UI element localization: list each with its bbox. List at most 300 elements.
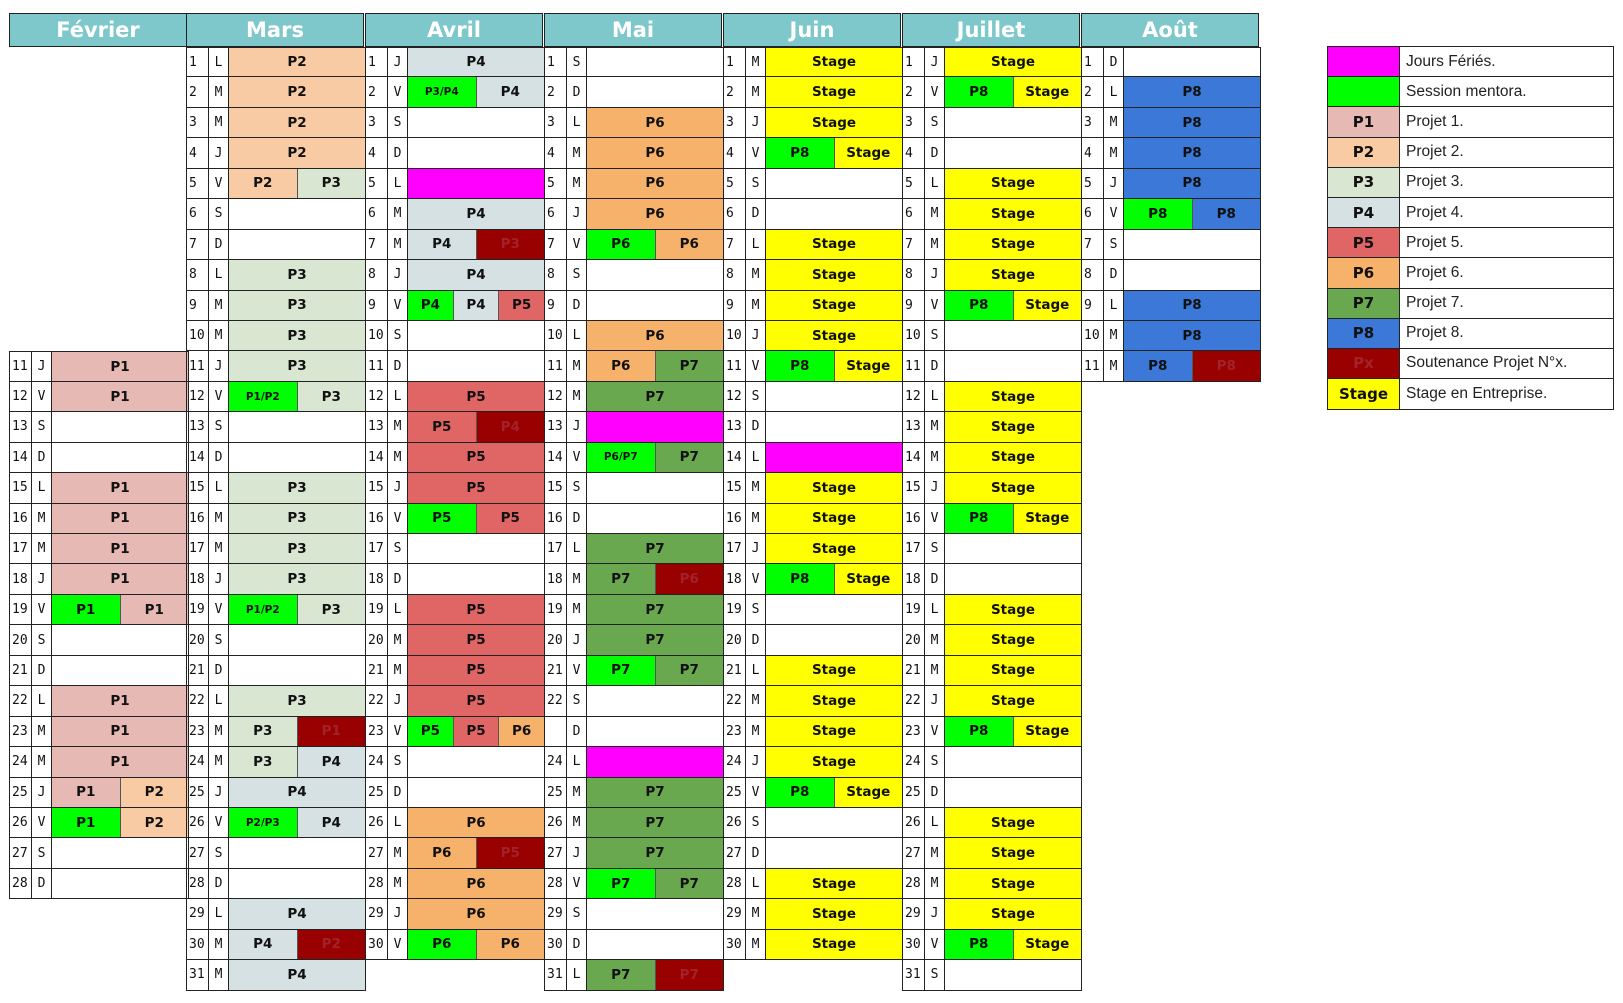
legend-text: Projet 1. (1406, 112, 1464, 130)
day-number: 18 (366, 564, 388, 593)
weekday-letter: S (388, 747, 408, 776)
day-row (903, 199, 1081, 229)
weekday-letter: M (746, 48, 766, 76)
day-number: 1 (545, 48, 567, 76)
activity-stage: Stage (945, 656, 1081, 685)
day-row (545, 412, 723, 442)
weekday-letter: J (746, 108, 766, 137)
day-row (366, 930, 544, 960)
day-row (10, 778, 188, 808)
day-row (366, 899, 544, 929)
day-number: 19 (545, 595, 567, 624)
activity-cells (408, 473, 544, 502)
day-row (545, 77, 723, 107)
activity-cells (587, 199, 723, 228)
day-row (187, 899, 365, 929)
day-row (10, 595, 188, 625)
activity-cells (52, 625, 188, 654)
day-number: 17 (545, 534, 567, 563)
day-row (545, 351, 723, 381)
activity-mentora: P8 (945, 930, 1013, 959)
activity-stage: Stage (945, 838, 1081, 867)
activity-mentora: P5 (408, 504, 476, 533)
activity-p4: P4 (297, 747, 366, 776)
day-number: 27 (724, 838, 746, 867)
activity-p3: P3 (229, 747, 297, 776)
activity-cells (408, 199, 544, 228)
day-row (187, 351, 365, 381)
day-row (1082, 260, 1260, 290)
activity-cells (229, 504, 365, 533)
activity-cells (229, 443, 365, 472)
day-row (10, 534, 188, 564)
day-number: 1 (903, 48, 925, 76)
day-number: 20 (903, 625, 925, 654)
weekday-letter: M (32, 504, 52, 533)
activity-cells (52, 747, 188, 776)
day-row (724, 504, 902, 534)
day-row (187, 291, 365, 321)
day-row (366, 321, 544, 351)
weekday-letter: D (32, 656, 52, 685)
weekday-letter: D (388, 351, 408, 380)
weekday-letter: L (746, 443, 766, 472)
activity-mentora: P8 (945, 291, 1013, 320)
weekday-letter: M (209, 504, 229, 533)
weekday-letter: J (388, 686, 408, 715)
day-row (366, 230, 544, 260)
weekday-letter: M (388, 230, 408, 259)
legend-item (1328, 349, 1613, 379)
day-number: 28 (366, 869, 388, 898)
day-row (903, 656, 1081, 686)
day-row (187, 808, 365, 838)
day-number: 19 (10, 595, 32, 624)
day-number: 23 (187, 717, 209, 746)
weekday-letter: S (209, 838, 229, 867)
activity-cells (766, 351, 902, 380)
activity-cells (587, 930, 723, 959)
day-row (1082, 199, 1260, 229)
day-number: 10 (545, 321, 567, 350)
day-row (724, 686, 902, 716)
weekday-letter: M (1104, 138, 1124, 167)
activity-cells (229, 199, 365, 228)
activity-stage: Stage (945, 686, 1081, 715)
weekday-letter: M (388, 869, 408, 898)
weekday-letter: L (746, 869, 766, 898)
day-number: 26 (903, 808, 925, 837)
day-number: 3 (724, 108, 746, 137)
activity-cells (766, 412, 902, 441)
activity-cells (766, 504, 902, 533)
activity-cells (587, 48, 723, 76)
weekday-letter: J (567, 199, 587, 228)
day-row (366, 108, 544, 138)
day-row (187, 382, 365, 412)
activity-stage: Stage (945, 230, 1081, 259)
activity-p6: P6 (655, 230, 724, 259)
activity-cells (229, 869, 365, 898)
activity-p1: P1 (52, 382, 188, 411)
day-row (724, 808, 902, 838)
day-number: 16 (903, 504, 925, 533)
weekday-letter: M (925, 838, 945, 867)
day-number: 7 (545, 230, 567, 259)
day-number: 21 (903, 656, 925, 685)
day-number: 10 (366, 321, 388, 350)
day-row (903, 412, 1081, 442)
activity-cells (408, 869, 544, 898)
day-number: 15 (10, 473, 32, 502)
activity-cells (52, 352, 188, 380)
activity-p1: P1 (120, 595, 189, 624)
day-number: 16 (545, 504, 567, 533)
day-number: 22 (545, 686, 567, 715)
activity-cells (587, 138, 723, 167)
activity-cells (229, 717, 365, 746)
activity-cells (408, 108, 544, 137)
weekday-letter: D (746, 412, 766, 441)
day-number: 2 (1082, 77, 1104, 106)
activity-cells (587, 443, 723, 472)
day-number: 1 (366, 48, 388, 76)
legend-item (1328, 138, 1613, 168)
activity-cells (229, 260, 365, 289)
activity-stage: Stage (945, 625, 1081, 654)
weekday-letter: M (567, 595, 587, 624)
activity-stage: Stage (766, 899, 902, 928)
day-number: 19 (724, 595, 746, 624)
weekday-letter: M (925, 230, 945, 259)
weekday-letter: L (1104, 77, 1124, 106)
activity-cells (229, 656, 365, 685)
day-row (724, 778, 902, 808)
activity-cells (587, 778, 723, 807)
activity-cells (766, 534, 902, 563)
day-number: 31 (903, 960, 925, 989)
activity-p1: P1 (52, 564, 188, 593)
activity-p6: P6 (408, 808, 544, 837)
day-row (724, 443, 902, 473)
legend-item (1328, 47, 1613, 77)
activity-cells (766, 230, 902, 259)
weekday-letter: V (209, 382, 229, 411)
day-row (545, 230, 723, 260)
weekday-letter: J (567, 838, 587, 867)
activity-cells (229, 291, 365, 320)
day-number: 9 (545, 291, 567, 320)
activity-cells (408, 625, 544, 654)
activity-px: P1 (297, 717, 366, 746)
day-row (366, 169, 544, 199)
weekday-letter: V (746, 351, 766, 380)
activity-cells (408, 48, 544, 76)
weekday-letter: J (32, 352, 52, 380)
day-number: 8 (545, 260, 567, 289)
weekday-letter: D (388, 138, 408, 167)
day-row (366, 473, 544, 503)
day-row (903, 351, 1081, 381)
activity-mentora: P1/P2 (229, 595, 297, 624)
legend-item (1328, 228, 1613, 258)
weekday-letter: J (925, 686, 945, 715)
day-number: 20 (724, 625, 746, 654)
activity-cells (587, 656, 723, 685)
activity-cells (229, 564, 365, 593)
day-row (724, 382, 902, 412)
activity-cells (945, 230, 1081, 259)
weekday-letter: M (925, 869, 945, 898)
day-number: 25 (10, 778, 32, 807)
weekday-letter: L (209, 473, 229, 502)
day-row (724, 869, 902, 899)
weekday-letter: S (925, 747, 945, 776)
day-row (187, 412, 365, 442)
weekday-letter: L (746, 656, 766, 685)
activity-cells (229, 534, 365, 563)
activity-cells (408, 686, 544, 715)
weekday-letter: S (567, 686, 587, 715)
day-number: 19 (187, 595, 209, 624)
activity-cells (52, 534, 188, 563)
weekday-letter: M (1104, 108, 1124, 137)
day-row (187, 625, 365, 655)
day-number: 7 (724, 230, 746, 259)
day-number: 17 (366, 534, 388, 563)
activity-cells (766, 686, 902, 715)
activity-mentora: P8 (945, 717, 1013, 746)
activity-p7: P7 (587, 808, 723, 837)
day-row (366, 686, 544, 716)
legend-text: Projet 5. (1406, 233, 1464, 251)
day-number: 29 (903, 899, 925, 928)
day-row (187, 138, 365, 168)
activity-cells (766, 48, 902, 76)
day-number: 22 (724, 686, 746, 715)
day-row (903, 473, 1081, 503)
day-row (903, 778, 1081, 808)
weekday-letter: V (388, 930, 408, 959)
month-column-3 (544, 47, 724, 991)
weekday-letter: M (746, 717, 766, 746)
day-number: 8 (903, 260, 925, 289)
weekday-letter: M (567, 778, 587, 807)
weekday-letter: V (209, 595, 229, 624)
day-row (187, 717, 365, 747)
day-row (366, 351, 544, 381)
weekday-letter: J (567, 412, 587, 441)
day-number: 12 (724, 382, 746, 411)
weekday-letter: M (32, 747, 52, 776)
activity-p4: P4 (229, 960, 365, 989)
day-number: 25 (366, 778, 388, 807)
day-number: 24 (724, 747, 746, 776)
day-row (724, 564, 902, 594)
activity-cells (408, 656, 544, 685)
activity-stage: Stage (834, 564, 903, 593)
day-row (187, 321, 365, 351)
weekday-letter: V (567, 230, 587, 259)
day-number: 1 (1082, 48, 1104, 76)
weekday-letter: V (209, 169, 229, 198)
day-row (545, 291, 723, 321)
day-number: 23 (366, 717, 388, 746)
weekday-letter: M (388, 838, 408, 867)
weekday-letter: J (209, 351, 229, 380)
weekday-letter: V (388, 291, 408, 320)
activity-stage: Stage (945, 473, 1081, 502)
legend-item (1328, 379, 1613, 409)
activity-p4: P4 (408, 199, 544, 228)
weekday-letter: V (746, 564, 766, 593)
activity-cells (1124, 351, 1260, 380)
activity-stage: Stage (945, 382, 1081, 411)
day-row (366, 869, 544, 899)
day-number: 13 (10, 412, 32, 441)
weekday-letter: D (746, 199, 766, 228)
day-number: 3 (903, 108, 925, 137)
activity-mentora: P1 (52, 808, 120, 837)
day-number: 10 (1082, 321, 1104, 350)
day-number: 24 (366, 747, 388, 776)
activity-stage: Stage (834, 138, 903, 167)
day-row (187, 869, 365, 899)
day-number: 4 (1082, 138, 1104, 167)
day-row (903, 869, 1081, 899)
day-row (903, 291, 1081, 321)
day-number: 15 (903, 473, 925, 502)
activity-stage: Stage (766, 504, 902, 533)
activity-mentora: P3/P4 (408, 77, 476, 106)
activity-cells (945, 625, 1081, 654)
activity-stage: Stage (766, 77, 902, 106)
activity-cells (945, 412, 1081, 441)
day-number: 8 (1082, 260, 1104, 289)
activity-cells (229, 838, 365, 867)
weekday-letter: S (925, 321, 945, 350)
day-row (1082, 291, 1260, 321)
activity-cells (945, 443, 1081, 472)
activity-p3: P3 (229, 260, 365, 289)
activity-cells (587, 230, 723, 259)
activity-p7: P7 (587, 778, 723, 807)
day-row (366, 595, 544, 625)
day-row (1082, 138, 1260, 168)
month-header-2: Avril (365, 13, 543, 47)
weekday-letter: S (567, 260, 587, 289)
day-row (545, 656, 723, 686)
activity-cells (52, 808, 188, 837)
day-number: 14 (545, 443, 567, 472)
weekday-letter: S (209, 412, 229, 441)
weekday-letter: S (32, 412, 52, 441)
day-row (724, 230, 902, 260)
month-header-0: Février (9, 13, 187, 47)
activity-cells (52, 869, 188, 898)
day-number: 13 (366, 412, 388, 441)
day-row (187, 534, 365, 564)
weekday-letter: M (746, 899, 766, 928)
weekday-letter: M (209, 960, 229, 989)
day-number (545, 717, 567, 746)
weekday-letter: M (567, 564, 587, 593)
legend-swatch (1328, 47, 1400, 76)
activity-p1: P1 (52, 473, 188, 502)
activity-cells (945, 686, 1081, 715)
weekday-letter: M (209, 291, 229, 320)
activity-p5: P5 (476, 504, 545, 533)
day-row (724, 321, 902, 351)
activity-cells (587, 504, 723, 533)
activity-p4: P4 (408, 260, 544, 289)
day-row (366, 534, 544, 564)
day-number: 21 (366, 656, 388, 685)
day-row (903, 443, 1081, 473)
activity-cells (766, 108, 902, 137)
activity-p3: P3 (297, 382, 366, 411)
weekday-letter: M (388, 656, 408, 685)
activity-cells (587, 960, 723, 989)
legend-swatch: P5 (1328, 228, 1400, 257)
day-number: 17 (187, 534, 209, 563)
month-header-1: Mars (186, 13, 364, 47)
day-row (903, 382, 1081, 412)
weekday-letter: M (388, 412, 408, 441)
day-number: 15 (366, 473, 388, 502)
day-number: 26 (724, 808, 746, 837)
legend-text: Projet 6. (1406, 263, 1464, 281)
activity-cells (945, 899, 1081, 928)
day-number: 24 (187, 747, 209, 776)
weekday-letter: L (1104, 291, 1124, 320)
day-row (187, 108, 365, 138)
month-header-6: Août (1081, 13, 1259, 47)
activity-p8: P8 (1124, 108, 1260, 137)
activity-cells (52, 382, 188, 411)
activity-p3: P3 (297, 169, 366, 198)
weekday-letter: M (388, 199, 408, 228)
weekday-letter: V (32, 595, 52, 624)
legend-item (1328, 168, 1613, 198)
weekday-letter: V (567, 869, 587, 898)
weekday-letter: M (388, 443, 408, 472)
legend-swatch: P1 (1328, 107, 1400, 136)
activity-cells (766, 595, 902, 624)
day-row (10, 686, 188, 716)
activity-p8: P8 (1124, 169, 1260, 198)
weekday-letter: M (746, 260, 766, 289)
activity-p6: P6 (587, 351, 655, 380)
day-row (10, 869, 188, 899)
activity-mentora: P2/P3 (229, 808, 297, 837)
day-row (10, 564, 188, 594)
activity-cells (52, 504, 188, 533)
day-row (724, 930, 902, 960)
legend-swatch: P7 (1328, 289, 1400, 318)
activity-mentora: P1/P2 (229, 382, 297, 411)
activity-p5: P5 (408, 625, 544, 654)
weekday-letter: L (32, 686, 52, 715)
day-row (903, 169, 1081, 199)
day-row (10, 838, 188, 868)
activity-cells (945, 199, 1081, 228)
day-number: 11 (366, 351, 388, 380)
activity-cells (229, 351, 365, 380)
weekday-letter: D (746, 625, 766, 654)
day-number: 4 (724, 138, 746, 167)
weekday-letter: D (567, 930, 587, 959)
